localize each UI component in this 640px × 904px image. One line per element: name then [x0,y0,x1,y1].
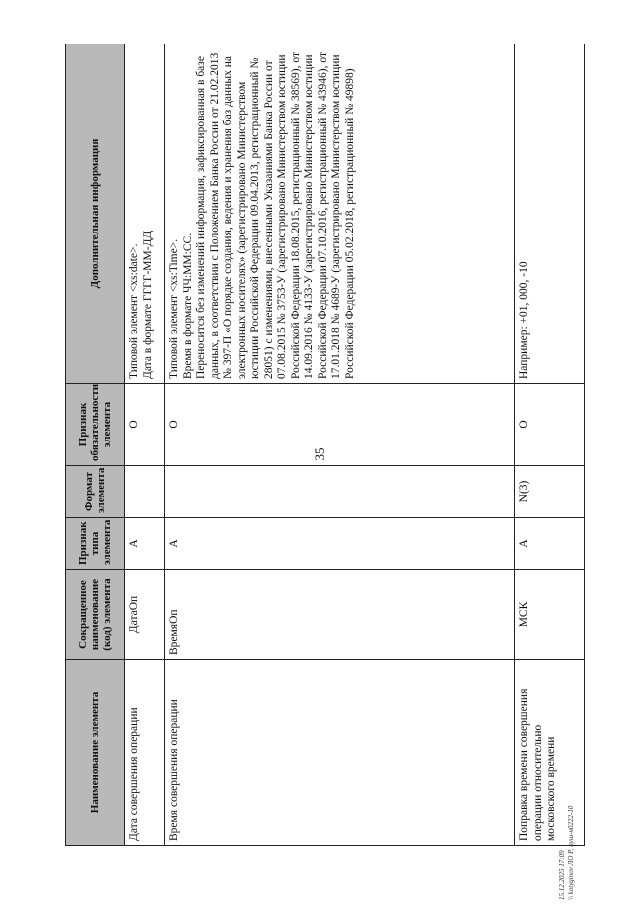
table-rotation-frame [65,44,585,846]
cell-required: О [165,384,515,466]
table-header-row [66,44,125,846]
elements-table [65,44,585,846]
print-footer [558,770,576,900]
cell-name: Поправка времени совершения операции относительно московского времени [515,660,585,846]
cell-format [125,466,165,518]
cell-code: МСК [515,570,585,660]
notes-line: Переносится без изменений информация, зафиксированная в базе данных, в соответствии с Положением Банка России от 21.02.2013 № 397-П «О порядке создания, ведения и хранения баз данных на электронных носителях» (зарегистрировано Министерством юстиции Российской Федерации 09.04.2013, регистрационный № 28051) с изменениями, внесенными Указаниями Банка России от 07.08.2015 № 3753-У (зарегистрировано Министерством юстиции Российской Федерации 18.08.2015, регистрационный № 38569), от 14.09.2016 № 4133-У (зарегистрировано Министерством юстиции Российской Федерации 07.10.2016, регистрационный № 43946), от 17.01.2018 № 4689-У (зарегистрировано Министерством юстиции Российской Федерации 05.02.2018, регистрационный № 49898) [195,51,356,379]
cell-type: А [165,518,515,570]
cell-notes [165,44,515,384]
page-number: 35 [312,447,327,461]
cell-format: N(3) [515,466,585,518]
rotated-table-container [65,44,585,846]
header-additional-info: Дополнительная информация [66,44,125,384]
table-row [165,44,515,846]
table-row [125,44,165,846]
header-element-code: Сокращенное наименование (код) элемента [66,570,125,660]
cell-type: А [515,518,585,570]
table-row [515,44,585,846]
cell-code: ДатаОп [125,570,165,660]
notes-line: Типовой элемент <xs:date>. [128,243,140,379]
cell-code: ВремяОп [165,570,515,660]
cell-notes [515,44,585,384]
cell-required: О [515,384,585,466]
notes-line: Например: +01, 000, -10 [518,261,530,379]
header-element-type: Признак типа элемента [66,518,125,570]
cell-type: А [125,518,165,570]
cell-name: Дата совершения операции [125,660,165,846]
header-element-name: Наименование элемента [66,660,125,846]
footer-timestamp: 15.12.2025 17:09 [558,850,566,900]
cell-format [165,466,515,518]
header-element-required: Признак обязательности элемента [66,384,125,466]
notes-line: Время в формате ЧЧ:ММ:СС. [181,232,194,379]
cell-notes [125,44,165,384]
notes-line: Дата в формате ГГГГ-ММ-ДД [141,230,154,379]
cell-name: Время совершения операции [165,660,515,846]
notes-line: Типовой элемент <xs:Time>. [168,238,180,379]
footer-path: \\ kotyginov ЛО Р, пуш-н0222-10 [567,805,575,900]
cell-required: О [125,384,165,466]
header-element-format: Формат элемента [66,466,125,518]
